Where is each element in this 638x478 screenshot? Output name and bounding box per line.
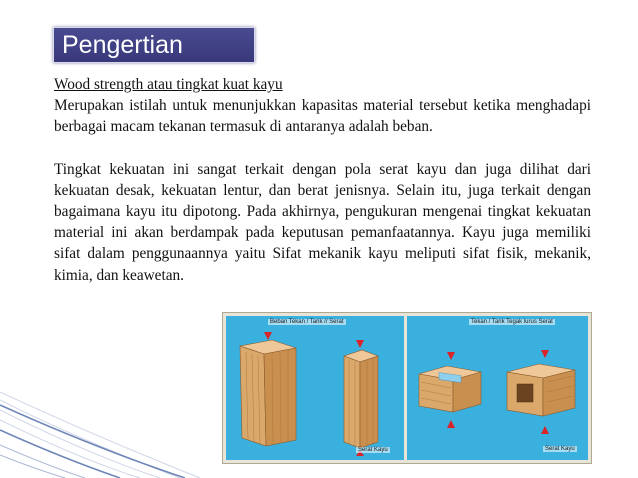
load-arrow-top-left <box>264 332 272 340</box>
caption-grain-right: Serat Kayu <box>545 446 575 452</box>
paragraph-definition: Merupakan istilah untuk menunjukkan kapasitas material tersebut ketika menghadapi berbagai macam tekanan termasuk di antaranya adalah beban. <box>54 97 591 136</box>
wood-block-illustration-parallel <box>226 316 404 460</box>
content-heading: Wood strength atau tingkat kuat kayu <box>54 76 283 93</box>
figure-panel-parallel <box>226 316 404 460</box>
figure-panel-perpendicular <box>407 316 588 460</box>
slide-title-box <box>53 27 255 63</box>
slide-title: Pengertian <box>62 31 183 59</box>
caption-perpendicular-load: Tekan / Tarik Tegak lurus Serat <box>471 319 553 325</box>
slide-content <box>54 74 591 286</box>
caption-grain-left: Serat Kayu <box>358 447 388 453</box>
load-arrow-top-right <box>356 340 364 348</box>
wood-block-illustration-perpendicular <box>407 316 588 460</box>
load-arrow-bottom-left-perp <box>447 420 455 428</box>
load-arrow-bottom-right-perp <box>541 426 549 434</box>
load-arrow-top-right-perp <box>541 350 549 358</box>
paragraph-strength-factors: Tingkat kekuatan ini sangat terkait dengan pola serat kayu dan juga dilihat dari kekuatan desak, kekuatan lentur, dan berat jenisnya. Selain itu, juga terkait dengan bagaimana kayu itu dipotong. Pada akhirnya, pengukuran mengenai tingkat kekuatan material ini akan berdampak pada keputusan pemanfaatannya. Kayu juga memiliki sifat dalam penggunaannya yaitu Sifat mekanik kayu meliputi sifat fisik, mekanik, kimia, dan keawetan. <box>54 160 591 284</box>
load-arrow-top-left-perp <box>447 352 455 360</box>
caption-parallel-load: Beban Tekan / Tarik // Serat <box>270 319 344 325</box>
wood-strength-figure <box>222 312 592 464</box>
